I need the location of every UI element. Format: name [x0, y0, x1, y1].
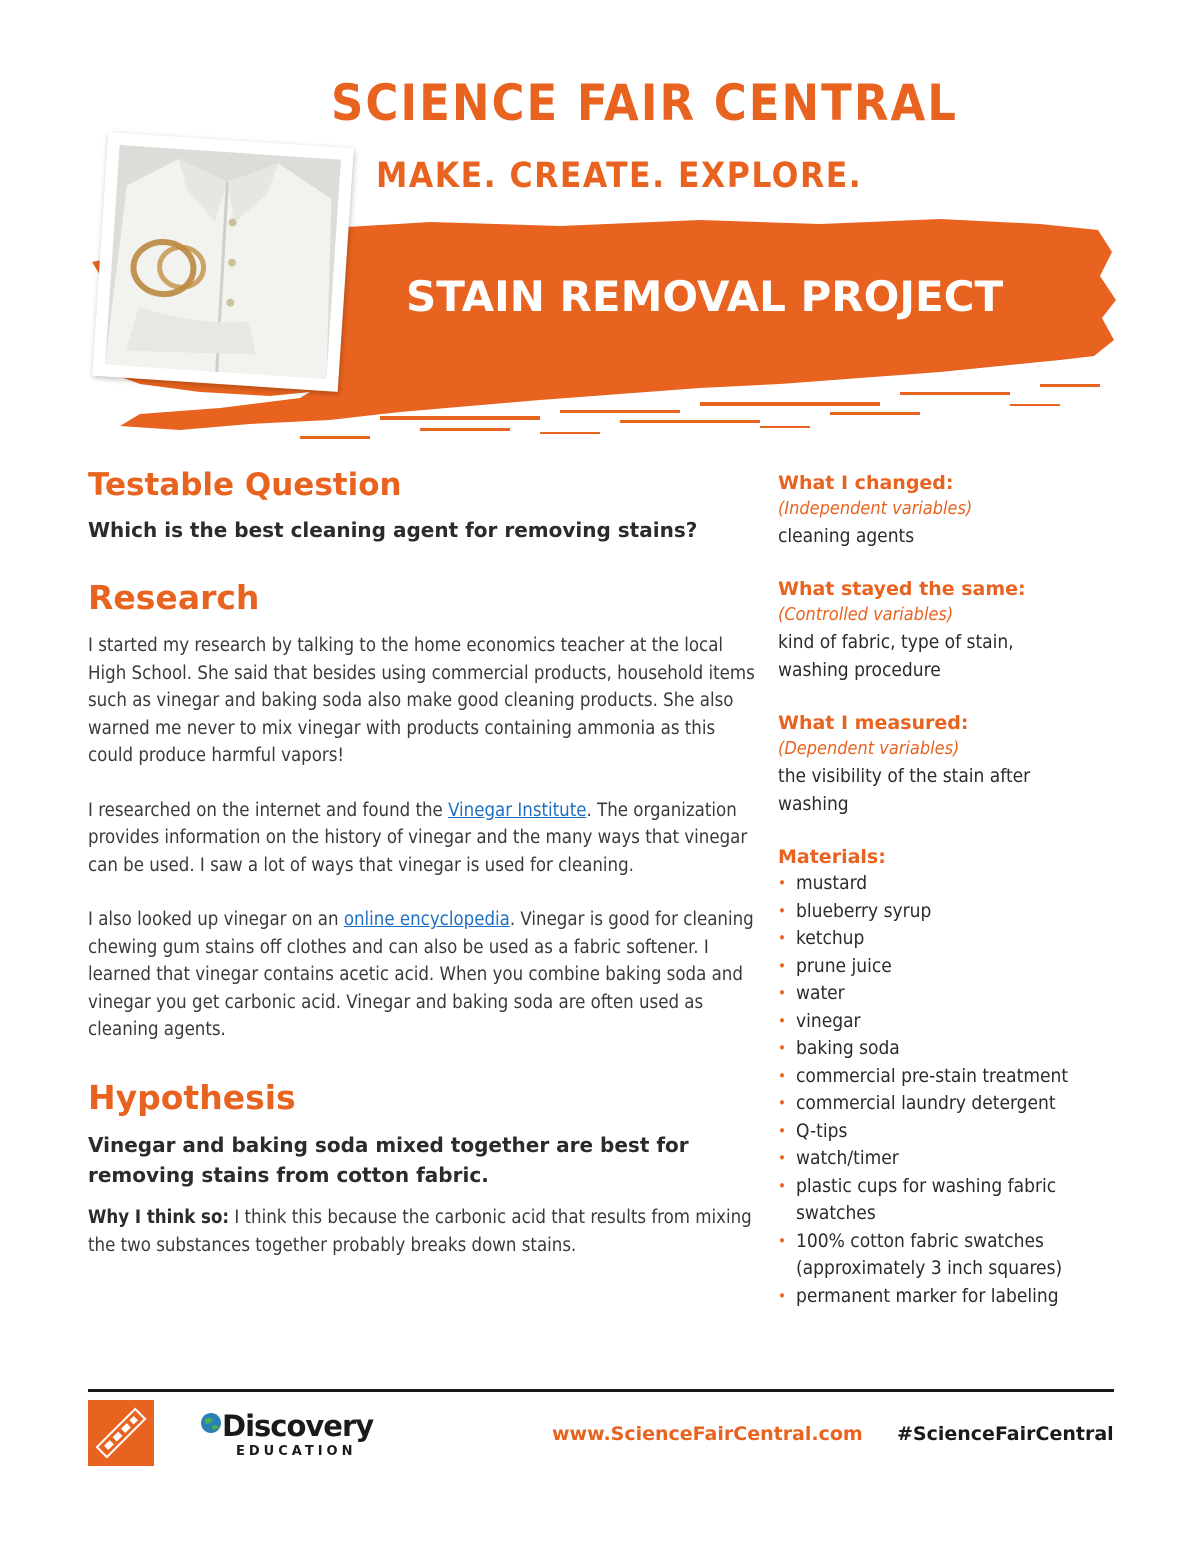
changed-value: cleaning agents	[778, 525, 915, 547]
bullet-icon: •	[778, 1094, 786, 1112]
material-item-label: mustard	[796, 872, 868, 894]
online-encyclopedia-link[interactable]: online encyclopedia	[343, 909, 510, 931]
material-item	[778, 1118, 1138, 1146]
materials-heading: Materials:	[778, 846, 886, 868]
controlled-variables-block	[778, 576, 1138, 684]
bullet-icon: •	[778, 956, 786, 975]
material-item	[778, 925, 1138, 953]
material-item-label: water	[796, 982, 845, 1004]
stained-shirt-photo	[92, 132, 354, 392]
footer-divider	[88, 1389, 1114, 1392]
bullet-icon: •	[778, 1231, 786, 1250]
material-item-label: plastic cups for washing fabric swatches	[796, 1174, 1057, 1224]
material-item	[778, 1063, 1138, 1091]
globe-icon	[200, 1412, 222, 1434]
material-item-label: blueberry syrup	[796, 899, 932, 922]
materials-list	[778, 870, 1138, 1310]
research-p3-text: I also looked up vinegar on an	[88, 909, 344, 931]
changed-variables-block	[778, 470, 1138, 550]
material-item	[778, 1008, 1138, 1036]
material-item	[778, 898, 1138, 926]
why-text: I think this because the carbonic acid that results from mixing the two substances together probably breaks down stains.	[88, 1207, 752, 1256]
bullet-icon: •	[778, 901, 786, 920]
material-item	[778, 1090, 1138, 1118]
same-heading: What stayed the same:	[778, 578, 1026, 600]
project-title: STAIN REMOVAL PROJECT	[406, 272, 1004, 321]
material-item	[778, 1145, 1138, 1173]
material-item-label: vinegar	[796, 1009, 861, 1032]
material-item-label: permanent marker for labeling	[796, 1284, 1059, 1307]
measured-value: the visibility of the stain after washing	[778, 765, 1031, 815]
research-paragraph-2	[88, 797, 758, 880]
why-label: Why I think so:	[88, 1207, 230, 1229]
bullet-icon: •	[778, 1066, 786, 1085]
material-item-label: prune juice	[796, 954, 892, 977]
footer-hashtag: #ScienceFairCentral	[897, 1423, 1114, 1445]
research-heading: Research	[88, 578, 260, 618]
hypothesis-statement: Vinegar and baking soda mixed together are best for removing stains from cotton fabric.	[88, 1133, 689, 1188]
bullet-icon: •	[778, 1121, 786, 1140]
hypothesis-heading: Hypothesis	[88, 1077, 296, 1117]
material-item	[778, 980, 1138, 1008]
material-item-label: 100% cotton fabric swatches (approximately 3 inch squares)	[796, 1229, 1063, 1279]
material-item-label: baking soda	[796, 1037, 900, 1059]
vinegar-institute-link[interactable]: Vinegar Institute	[448, 799, 587, 821]
material-item-label: ketchup	[796, 927, 865, 949]
research-paragraph-1: I started my research by talking to the home economics teacher at the local High School. She said that besides using commercial products, household items such as vinegar and baking soda also make good cleaning products. She also warned me never to mix vinegar with products containing ammonia as this could produce harmful vapors!	[88, 635, 755, 767]
brand-title: SCIENCE FAIR CENTRAL	[331, 74, 958, 132]
testable-question-text: Which is the best cleaning agent for removing stains?	[88, 518, 698, 543]
same-subheading: (Controlled variables)	[778, 604, 954, 625]
changed-subheading: (Independent variables)	[778, 498, 973, 519]
hypothesis-reason	[88, 1204, 758, 1259]
bullet-icon: •	[778, 1011, 786, 1030]
bullet-icon: •	[778, 1176, 786, 1195]
main-column	[88, 468, 758, 1259]
material-item	[778, 953, 1138, 981]
material-item	[778, 1173, 1138, 1228]
discovery-logo-sub: EDUCATION	[236, 1444, 357, 1459]
research-p2-text-end: . The organization provides information on the history of vinegar and the many ways that vinegar can be used. I saw a lot of ways that vinegar is used for cleaning.	[88, 799, 748, 876]
measured-variables-block	[778, 710, 1138, 818]
material-item	[778, 870, 1138, 898]
sidebar-column	[778, 470, 1138, 1310]
bullet-icon: •	[778, 1286, 786, 1305]
materials-block	[778, 844, 1138, 1310]
footer-url-link[interactable]: www.ScienceFairCentral.com	[552, 1423, 863, 1445]
research-p2-text: I researched on the internet and found the	[88, 799, 449, 821]
material-item-label: watch/timer	[796, 1147, 899, 1169]
bullet-icon: •	[778, 984, 786, 1002]
bullet-icon: •	[778, 874, 786, 892]
material-item	[778, 1035, 1138, 1063]
material-item-label: Q-tips	[796, 1119, 848, 1142]
bullet-icon: •	[778, 1039, 786, 1057]
material-item	[778, 1228, 1138, 1283]
same-value: kind of fabric, type of stain, washing procedure	[778, 631, 1014, 681]
bullet-icon: •	[778, 1149, 786, 1167]
measured-heading: What I measured:	[778, 712, 969, 734]
shirt-illustration	[105, 145, 341, 379]
research-p3-text-end: . Vinegar is good for cleaning chewing gum stains off clothes and can also be used as a fabric softener. I learned that vinegar contains acetic acid. When you combine baking soda and vinegar you get carbonic acid. Vinegar and baking soda are often used as cleaning agents.	[88, 909, 754, 1041]
testable-question-heading: Testable Question	[88, 467, 402, 503]
brand-tagline: MAKE. CREATE. EXPLORE.	[376, 156, 863, 196]
measured-subheading: (Dependent variables)	[778, 738, 960, 759]
material-item	[778, 1283, 1138, 1311]
bullet-icon: •	[778, 929, 786, 947]
research-paragraph-3	[88, 906, 758, 1044]
discovery-logo-word: Discovery	[222, 1409, 374, 1443]
home-depot-logo	[88, 1400, 154, 1466]
material-item-label: commercial laundry detergent	[796, 1092, 1056, 1114]
material-item-label: commercial pre-stain treatment	[796, 1064, 1069, 1087]
changed-heading: What I changed:	[778, 472, 954, 494]
